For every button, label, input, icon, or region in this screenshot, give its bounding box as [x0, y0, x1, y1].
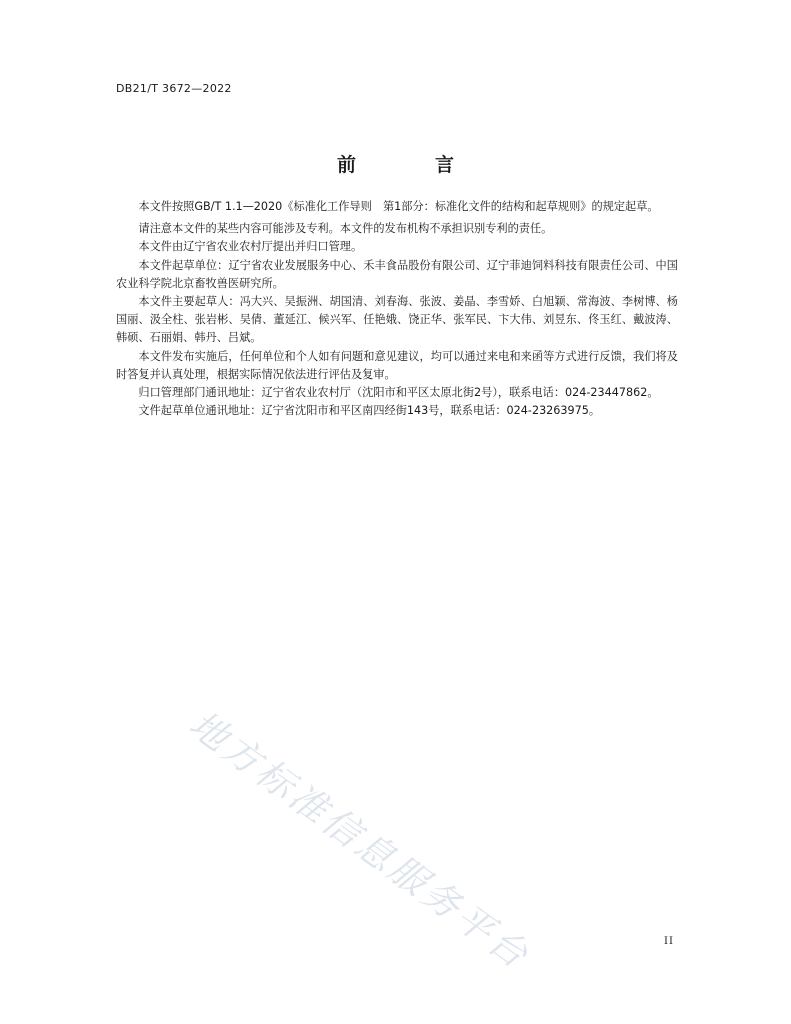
paragraph-drafting-rules: 本文件按照GB/T 1.1—2020《标准化工作导则 第1部分：标准化文件的结构和起草规则》的规定起草。	[138, 200, 659, 213]
page-number: II	[664, 936, 674, 947]
paragraph-patent-notice: 请注意本文件的某些内容可能涉及专利。本文件的发布机构不承担识别专利的责任。	[138, 222, 553, 236]
page-title: 前 言	[336, 154, 484, 176]
paragraph-drafters: 本文件主要起草人：冯大兴、吴振洲、胡国清、刘春海、张波、姜晶、李雪娇、白旭颖、常海波、李树博、杨国丽、汲全柱、张岩彬、吴倩、董延江、候兴军、任艳娥、饶正华、张军民、卞大伟、刘昱东、佟玉红、戴波涛、韩硕、石丽娟、韩丹、吕斌。	[116, 295, 678, 345]
paragraph-drafter-address: 文件起草单位通讯地址：辽宁省沈阳市和平区南四经街143号，联系电话：024-23263975。	[138, 404, 601, 418]
standard-code: DB21/T 3672—2022	[116, 82, 232, 95]
paragraph-authority-address: 归口管理部门通讯地址：辽宁省农业农村厅（沈阳市和平区太原北街2号），联系电话：024-23447862。	[138, 386, 659, 400]
paragraph-feedback: 本文件发布实施后，任何单位和个人如有问题和意见建议，均可以通过来电和来函等方式进行反馈，我们将及时答复并认真处理，根据实际情况依法进行评估及复审。	[116, 349, 678, 381]
foreword-body	[116, 198, 678, 420]
paragraph-drafting-units: 本文件起草单位：辽宁省农业发展服务中心、禾丰食品股份有限公司、辽宁菲迪饲料科技有限责任公司、中国农业科学院北京畜牧兽医研究所。	[116, 258, 678, 290]
paragraph-proposer: 本文件由辽宁省农业农村厅提出并归口管理。	[138, 240, 363, 254]
watermark: 地方标准信息服务平台	[181, 702, 539, 979]
